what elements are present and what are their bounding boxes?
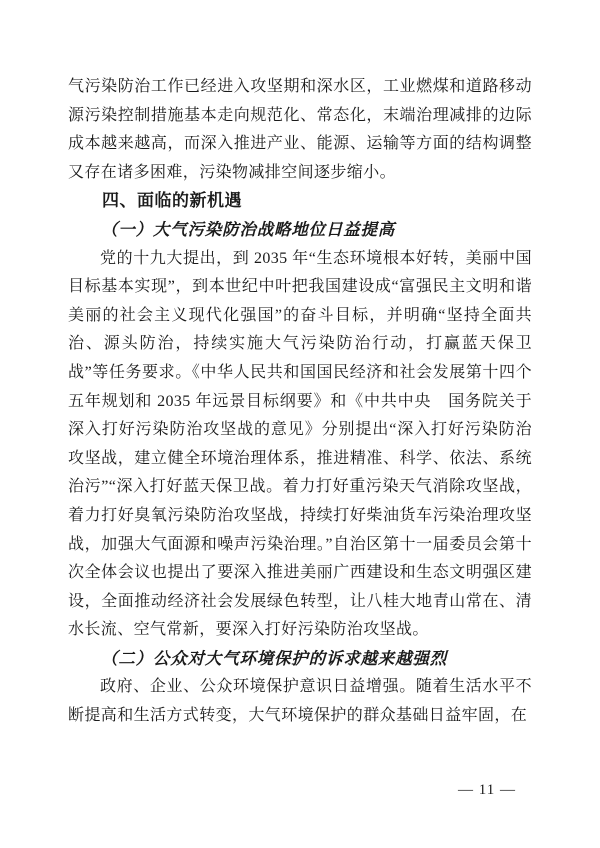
subsection-1-heading: （一）大气污染防治战略地位日益提高 — [101, 219, 396, 239]
section-heading: 四、面临的新机遇 — [102, 191, 242, 211]
subsection-2-heading: （二）公众对大气环境保护的诉求越来越强烈 — [101, 648, 447, 668]
subsection-1-paragraph: 党的十九大提出，到 2035 年“生态环境根本好转，美丽中国目标基本实现”，到本世纪中叶把我国建设成“富强民主文明和谐美丽的社会主义现代化强国”的奋斗目标，并明确“坚持全面共治、源头防治，持续实施大气污染防治行动，打赢蓝天保卫战”等任务要求。《中华人民共和国国民经济和社会发展第十四个五年规划和 2035 年远景目标纲要》和《中共中央 国务院关于深入打好污染防治攻坚战的意见》分别提出“深入打好污染防治攻坚战，建立健全环境治理体系，推进精准、科学、依法、系统治污”“深入打好蓝天保卫战。着力打好重污染天气消除攻坚战，着力打好臭氧污染防治攻坚战，持续打好柴油货车污染治理攻坚战，加强大气面源和噪声污染治理。”自治区第十一届委员会第十次全体会议也提出了要深入推进美丽广西建设和生态文明强区建设，全面推动经济社会发展绿色转型，让八桂大地青山常在、清水长流、空气常新，要深入打好污染防治攻坚战。 — [68, 249, 532, 639]
page-footer — [458, 781, 516, 799]
continuation-paragraph: 气污染防治工作已经进入攻坚期和深水区，工业燃煤和道路移动源污染控制措施基本走向规范化、常态化，末端治理减排的边际成本越来越高，而深入推进产业、能源、运输等方面的结构调整又存在诸多困难，污染物减排空间逐步缩小。 — [68, 78, 532, 181]
page-number: — 11 — — [458, 782, 516, 798]
document-content — [68, 73, 532, 731]
subsection-2-paragraph: 政府、企业、公众环境保护意识日益增强。随着生活水平不断提高和生活方式转变，大气环境保护的群众基础日益牢固，在 — [68, 678, 532, 725]
